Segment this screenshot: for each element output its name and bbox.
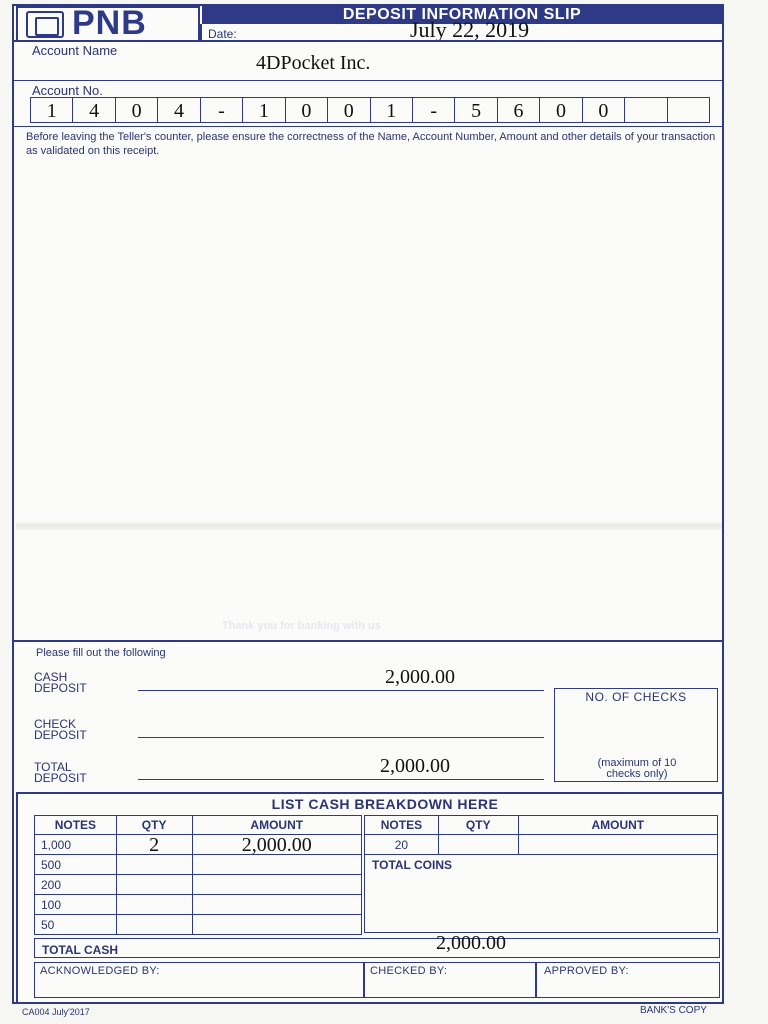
- account-digit-box[interactable]: 4: [158, 98, 200, 122]
- total-deposit-label-line1: TOTAL: [34, 760, 72, 774]
- copy-label: BANK'S COPY: [640, 1005, 707, 1016]
- account-name-field[interactable]: 4DPocket Inc.: [256, 52, 371, 74]
- header-rule: [12, 40, 724, 42]
- coins-breakdown-table: [364, 815, 718, 855]
- breakdown-left-border: [16, 792, 18, 1002]
- teller-notice: Before leaving the Teller's counter, please ensure the correctness of the Name, Account Number, Amount and other details of your transaction as validated on this receipt.: [26, 131, 716, 157]
- checks-note-line2: checks only): [606, 768, 668, 780]
- account-digit-box[interactable]: [668, 98, 709, 122]
- amount-header: AMOUNT: [192, 816, 362, 835]
- account-digit-box[interactable]: [625, 98, 667, 122]
- account-digit-box[interactable]: 1: [371, 98, 413, 122]
- note-denomination: 100: [35, 895, 117, 915]
- breakdown-title: LIST CASH BREAKDOWN HERE: [271, 796, 499, 812]
- total-deposit-label: [34, 762, 87, 784]
- amount-field[interactable]: [192, 895, 362, 915]
- account-digit-box[interactable]: 1: [243, 98, 285, 122]
- fill-instruction: Please fill out the following: [36, 647, 166, 659]
- breakdown-rule: [16, 792, 722, 794]
- amount-header: AMOUNT: [518, 816, 717, 835]
- total-coins-label: TOTAL COINS: [372, 858, 453, 872]
- qty-field[interactable]: 2: [116, 835, 192, 855]
- total-deposit-line: [138, 779, 544, 780]
- cash-deposit-label-line2: DEPOSIT: [34, 681, 87, 695]
- table-row: [365, 835, 718, 855]
- account-digit-box[interactable]: 1: [31, 98, 73, 122]
- account-number-rule: [12, 126, 724, 127]
- date-label: Date:: [208, 27, 237, 41]
- checks-note: [560, 758, 714, 780]
- note-denomination: 20: [365, 835, 439, 855]
- check-deposit-label-line1: CHECK: [34, 717, 77, 731]
- account-digit-box[interactable]: 0: [328, 98, 370, 122]
- paper-fold: [16, 522, 722, 530]
- table-row: [35, 875, 362, 895]
- account-digit-box[interactable]: 4: [73, 98, 115, 122]
- qty-field[interactable]: [116, 855, 192, 875]
- qty-header: QTY: [438, 816, 518, 835]
- form-code: CA004 July'2017: [22, 1007, 90, 1017]
- note-denomination: 200: [35, 875, 117, 895]
- amount-field[interactable]: [518, 835, 717, 855]
- date-field[interactable]: July 22, 2019: [410, 17, 530, 42]
- amount-field[interactable]: 2,000.00: [192, 835, 362, 855]
- note-denomination: 500: [35, 855, 117, 875]
- account-digit-box[interactable]: 5: [455, 98, 497, 122]
- check-deposit-line: [138, 737, 544, 738]
- validation-area-rule: [12, 640, 724, 642]
- account-digit-box[interactable]: 6: [498, 98, 540, 122]
- table-row: [35, 915, 362, 935]
- total-cash-label: TOTAL CASH: [42, 943, 119, 957]
- amount-field[interactable]: [192, 915, 362, 935]
- slip-title: DEPOSIT INFORMATION SLIP: [202, 6, 722, 24]
- qty-header: QTY: [116, 816, 192, 835]
- approved-by-label: APPROVED BY:: [544, 965, 629, 977]
- qty-field[interactable]: [116, 895, 192, 915]
- notes-header: NOTES: [35, 816, 117, 835]
- qty-field[interactable]: [116, 915, 192, 935]
- note-denomination: 1,000: [35, 835, 117, 855]
- account-digit-box[interactable]: 0: [286, 98, 328, 122]
- notes-header: NOTES: [365, 816, 439, 835]
- account-digit-box[interactable]: -: [413, 98, 455, 122]
- table-row: [35, 835, 362, 855]
- account-name-rule: [12, 80, 724, 81]
- account-digit-box[interactable]: 0: [583, 98, 625, 122]
- account-number-label: Account No.: [32, 83, 103, 98]
- cash-deposit-label: [34, 672, 87, 694]
- cash-breakdown-table: [34, 815, 362, 935]
- account-number-field[interactable]: [30, 97, 710, 123]
- account-digit-box[interactable]: 0: [540, 98, 582, 122]
- note-denomination: 50: [35, 915, 117, 935]
- total-deposit-label-line2: DEPOSIT: [34, 771, 87, 785]
- account-digit-box[interactable]: 0: [116, 98, 158, 122]
- check-deposit-label-line2: DEPOSIT: [34, 728, 87, 742]
- table-row: [35, 895, 362, 915]
- bank-name: PNB: [72, 4, 147, 42]
- table-row: [35, 855, 362, 875]
- checked-by-label: CHECKED BY:: [370, 965, 448, 977]
- cash-deposit-field[interactable]: 2,000.00: [385, 666, 455, 688]
- check-deposit-label: [34, 719, 87, 741]
- checks-note-line1: (maximum of 10: [597, 757, 677, 769]
- acknowledged-by-label: ACKNOWLEDGED BY:: [40, 965, 160, 977]
- total-cash-field[interactable]: [34, 938, 720, 958]
- validation-faint-text: Thank you for banking with us: [222, 620, 381, 632]
- qty-field[interactable]: [438, 835, 518, 855]
- bank-logo-icon: [26, 11, 64, 38]
- qty-field[interactable]: [116, 875, 192, 895]
- cash-deposit-label-line1: CASH: [34, 670, 68, 684]
- total-deposit-field[interactable]: 2,000.00: [380, 755, 450, 777]
- amount-field[interactable]: [192, 855, 362, 875]
- amount-field[interactable]: [192, 875, 362, 895]
- cash-deposit-line: [138, 690, 544, 691]
- no-of-checks-label: NO. OF CHECKS: [585, 690, 687, 704]
- account-digit-box[interactable]: -: [201, 98, 243, 122]
- account-name-label: Account Name: [32, 43, 118, 58]
- total-cash-value: 2,000.00: [436, 932, 506, 954]
